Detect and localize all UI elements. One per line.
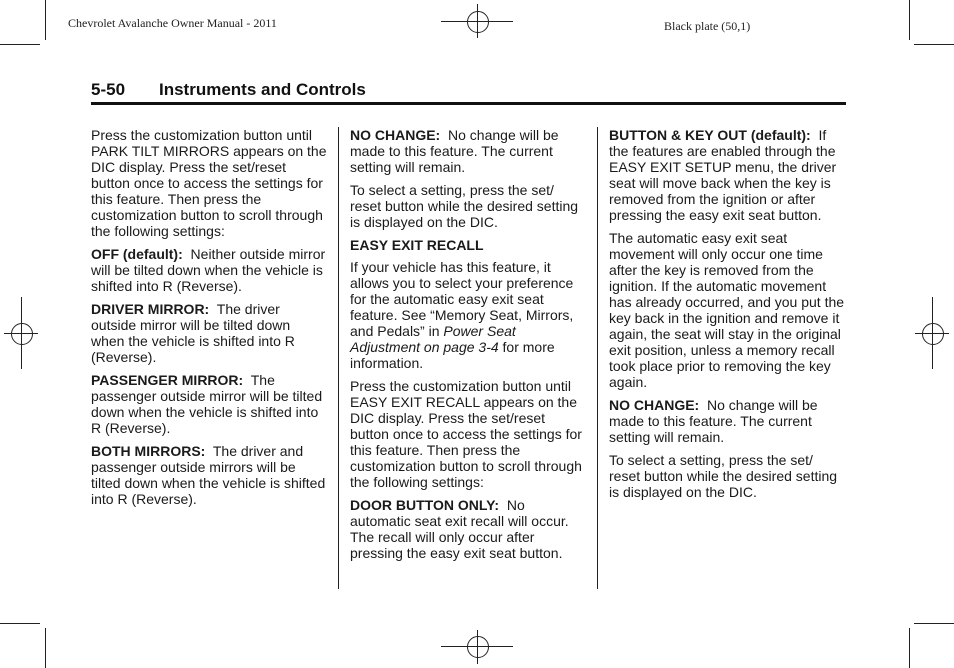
crop-mark	[45, 0, 46, 40]
column-2	[350, 127, 586, 568]
plate-label: Black plate (50,1)	[664, 19, 751, 33]
term-label: NO CHANGE:	[609, 397, 700, 413]
crop-mark	[0, 44, 40, 45]
column-divider	[597, 127, 598, 589]
crop-mark	[45, 628, 46, 668]
term-label: PASSENGER MIRROR:	[91, 372, 244, 388]
page-number: 5-50	[91, 80, 126, 99]
crop-mark	[909, 628, 910, 668]
crop-mark	[0, 623, 40, 624]
paragraph: Press the customization button until PARK TILT MIRRORS appears on the DIC display. Press the set/reset button once to access the settings for this feature. Then press the customization button to scroll through the following settings:	[91, 127, 327, 239]
section-title: Instruments and Controls	[159, 80, 366, 99]
cross-reference: Power Seat Adjustment on page 3-4	[350, 323, 516, 355]
paragraph: BOTH MIRRORS: The driver and passenger outside mirrors will be tilted down when the vehicle is shifted into R (Reverse).	[91, 443, 326, 507]
paragraph: Press the customization button until EASY EXIT RECALL appears on the DIC display. Press the set/reset button once to access the settings for this feature. Then press the customization button to scroll through the following settings:	[350, 378, 582, 490]
paragraph: BUTTON & KEY OUT (default): If the features are enabled through the EASY EXIT SETUP menu, the driver seat will move back when the key is removed from the ignition or after pressing the easy exit seat button.	[609, 127, 837, 223]
crop-mark	[914, 44, 954, 45]
column-3	[609, 127, 847, 507]
term-label: DRIVER MIRROR:	[91, 301, 210, 317]
paragraph: NO CHANGE: No change will be made to this feature. The current setting will remain.	[350, 127, 559, 175]
subheading: EASY EXIT RECALL	[350, 237, 484, 253]
term-label: OFF (default):	[91, 246, 183, 262]
paragraph: DOOR BUTTON ONLY: No automatic seat exit recall will occur. The recall will only occur after pressing the easy exit seat button.	[350, 497, 569, 561]
paragraph: To select a setting, press the set/ reset button while the desired setting is displayed on the DIC.	[350, 182, 579, 230]
paragraph: PASSENGER MIRROR: The passenger outside mirror will be tilted down when the vehicle is shifted into R (Reverse).	[91, 372, 323, 436]
section-heading	[91, 80, 846, 105]
paragraph: NO CHANGE: No change will be made to this feature. The current setting will remain.	[609, 397, 818, 445]
paragraph: The automatic easy exit seat movement will only occur one time after the key is removed from the ignition. If the automatic movement has already occurred, and you put the key back in the ignition and remove it again, the seat will stay in the original exit position, unless a memory recall took place prior to removing the key again.	[609, 230, 845, 390]
term-label: BUTTON & KEY OUT (default):	[609, 127, 811, 143]
column-1	[91, 127, 327, 514]
paragraph: To select a setting, press the set/ reset button while the desired setting is displayed on the DIC.	[609, 452, 838, 500]
manual-title: Chevrolet Avalanche Owner Manual - 2011	[68, 16, 277, 30]
paragraph: DRIVER MIRROR: The driver outside mirror will be tilted down when the vehicle is shifted into R (Reverse).	[91, 301, 295, 365]
paragraph: If your vehicle has this feature, it allows you to select your preference for the automatic easy exit seat feature. See “Memory Seat, Mirrors, and Pedals” in Power Seat Adjustment on page 3-4 for more information.	[350, 259, 574, 371]
paragraph: OFF (default): Neither outside mirror will be tilted down when the vehicle is shifted into R (Reverse).	[91, 246, 326, 294]
crop-mark	[909, 0, 910, 40]
term-label: BOTH MIRRORS:	[91, 443, 206, 459]
crop-mark	[914, 623, 954, 624]
column-divider	[338, 127, 339, 589]
term-label: NO CHANGE:	[350, 127, 441, 143]
term-label: DOOR BUTTON ONLY:	[350, 497, 500, 513]
